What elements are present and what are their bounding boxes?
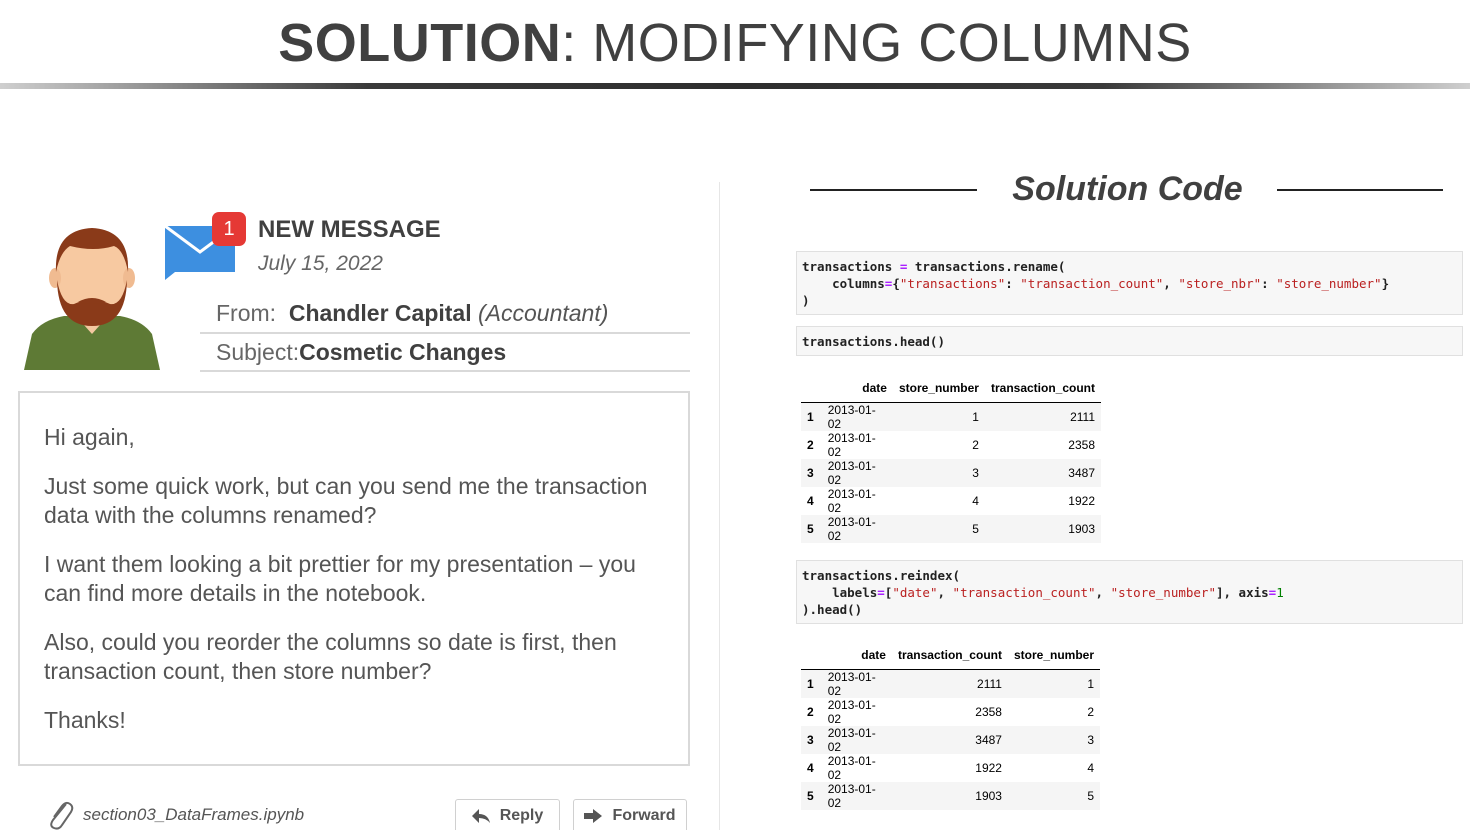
header-rule — [200, 332, 690, 334]
forward-icon — [584, 809, 602, 823]
table-header-row — [801, 374, 1101, 402]
attachment-link[interactable]: section03_DataFrames.ipynb — [83, 805, 305, 824]
message-header: NEW MESSAGE — [258, 216, 441, 243]
table-header-row — [801, 641, 1100, 669]
title-rest: : MODIFYING COLUMNS — [561, 13, 1192, 73]
subject-row — [216, 339, 506, 366]
notification-badge: 1 — [212, 212, 246, 246]
body-paragraph: Just some quick work, but can you send me the transaction data with the columns renamed? — [44, 473, 648, 528]
avatar-icon — [24, 222, 160, 370]
solution-header: Solution Code — [1012, 170, 1243, 208]
column-header: date — [822, 641, 892, 669]
table-row: 1 2013-01-02 2111 1 — [801, 669, 1100, 698]
code-cell-head[interactable]: transactions.head() — [796, 326, 1463, 356]
table-row: 3 2013-01-02 3 3487 — [801, 459, 1101, 487]
column-header: store_number — [893, 374, 985, 402]
table-row: 2 2013-01-02 2 2358 — [807, 430, 1095, 459]
sender-name: Chandler Capital — [288, 300, 472, 326]
message-body — [18, 391, 690, 766]
table-row: 4 2013-01-02 4 1922 — [807, 486, 1095, 515]
dataframe-output-2 — [801, 641, 1100, 810]
body-paragraph: I want them looking a bit prettier for my presentation – you can find more details in the notebook. — [44, 551, 636, 606]
table-row: 4 2013-01-02 1922 4 — [807, 753, 1094, 782]
body-paragraph: Also, could you reorder the columns so date is first, then transaction count, then store number? — [44, 629, 617, 684]
subject-text: Cosmetic Changes — [299, 339, 507, 365]
column-header: store_number — [1008, 641, 1100, 669]
from-label: From: — [216, 300, 277, 326]
title-divider — [0, 83, 1470, 89]
subject-label: Subject: — [216, 339, 300, 365]
dataframe-output-1 — [801, 374, 1101, 543]
table-row: 5 2013-01-02 5 1903 — [801, 515, 1101, 543]
reply-label: Reply — [499, 807, 544, 824]
table-row: 5 2013-01-02 1903 5 — [801, 782, 1100, 810]
from-row — [216, 300, 608, 327]
header-rule — [200, 370, 690, 372]
paperclip-icon — [46, 798, 74, 830]
panel-divider — [719, 182, 720, 830]
reply-button[interactable] — [455, 799, 560, 830]
column-header: transaction_count — [985, 374, 1101, 402]
body-paragraph: Hi again, — [44, 424, 135, 450]
reply-icon — [472, 809, 490, 823]
table-row: 2 2013-01-02 2358 2 — [807, 697, 1094, 726]
forward-label: Forward — [612, 807, 676, 824]
forward-button[interactable] — [573, 799, 687, 830]
header-rule-left — [810, 189, 977, 191]
code-cell-rename[interactable]: transactions = transactions.rename( columns={"transactions": "transaction_count", "store_nbr": "store_number"} ) — [796, 251, 1463, 315]
column-header — [801, 641, 822, 669]
table-row: 3 2013-01-02 3487 3 — [801, 726, 1100, 754]
body-paragraph: Thanks! — [44, 707, 126, 733]
sender-role: (Accountant) — [478, 300, 609, 326]
table-row: 1 2013-01-02 1 2111 — [801, 402, 1101, 431]
title-bold: SOLUTION — [278, 13, 562, 73]
slide-title — [0, 12, 1470, 74]
header-rule-right — [1277, 189, 1443, 191]
column-header — [801, 374, 822, 402]
column-header: date — [822, 374, 893, 402]
column-header: transaction_count — [892, 641, 1008, 669]
message-date: July 15, 2022 — [258, 252, 383, 275]
code-cell-reindex[interactable]: transactions.reindex( labels=["date", "transaction_count", "store_number"], axis=1 ).head() — [796, 560, 1463, 624]
